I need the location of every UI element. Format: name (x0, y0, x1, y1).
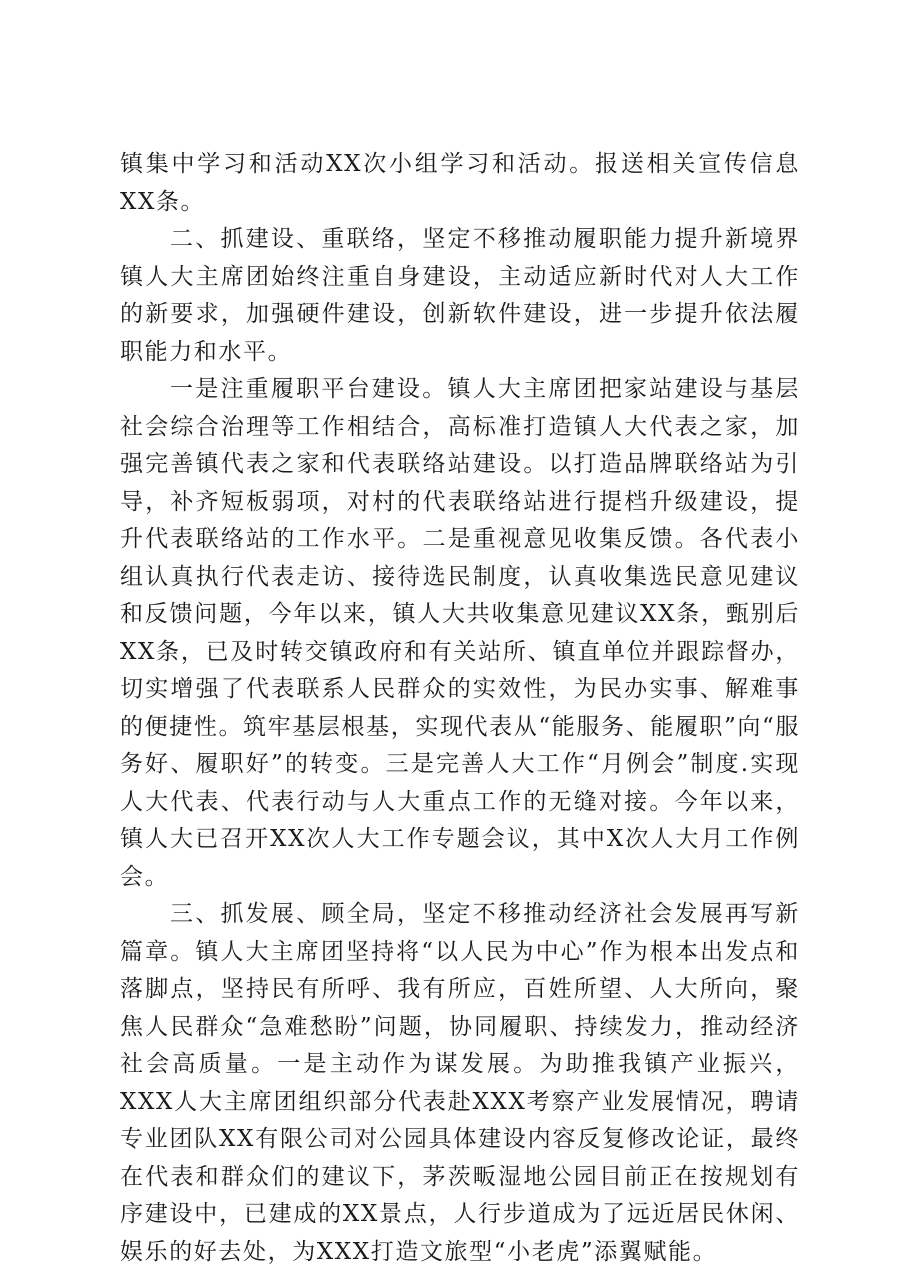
paragraph-platform-building: 一是注重履职平台建设。镇人大主席团把家站建设与基层社会综合治理等工作相结合，高标准打造镇人大代表之家，加强完善镇代表之家和代表联络站建设。以打造品牌联络站为引导，补齐短板弱项，对村的代表联络站进行提档升级建设，提升代表联络站的工作水平。二是重视意见收集反馈。各代表小组认真执行代表走访、接待选民制度，认真收集选民意见建议和反馈问题，今年以来，镇人大共收集意见建议XX条，甄别后XX条，已及时转交镇政府和有关站所、镇直单位并跟踪督办，切实增强了代表联系人民群众的实效性，为民办实事、解难事的便捷性。筑牢基层根基，实现代表从“能服务、能履职”向“服务好、履职好”的转变。三是完善人大工作“月例会”制度.实现人大代表、代表行动与人大重点工作的无缝对接。今年以来，镇人大已召开XX次人大工作专题会议，其中X次人大月工作例会。 (120, 376, 800, 890)
paragraph-section-three: 三、抓发展、顾全局，坚定不移推动经济社会发展再写新篇章。镇人大主席团坚持将“以人民为中心”作为根本出发点和落脚点，坚持民有所呼、我有所应，百姓所望、人大所向，聚焦人民群众“急难愁盼”问题，协同履职、持续发力，推动经济社会高质量。一是主动作为谋发展。为助推我镇产业振兴，XXX人大主席团组织部分代表赴XXX考察产业发展情况，聘请专业团队XX有限公司对公园具体建设内容反复修改论证，最终在代表和群众们的建议下，茅茨畈湿地公园目前正在按规划有序建设中，已建成的XX景点，人行步道成为了远近居民休闲、娱乐的好去处，为XXX打造文旅型“小老虎”添翼赋能。 (120, 901, 800, 1265)
paragraph-continuation: 镇集中学习和活动XX次小组学习和活动。报送相关宣传信息XX条。 (120, 151, 800, 215)
paragraph-section-two: 二、抓建设、重联络，坚定不移推动履职能力提升新境界镇人大主席团始终注重自身建设，主动适应新时代对人大工作的新要求，加强硬件建设，创新软件建设，进一步提升依法履职能力和水平。 (120, 226, 800, 365)
document-page (120, 146, 800, 1271)
